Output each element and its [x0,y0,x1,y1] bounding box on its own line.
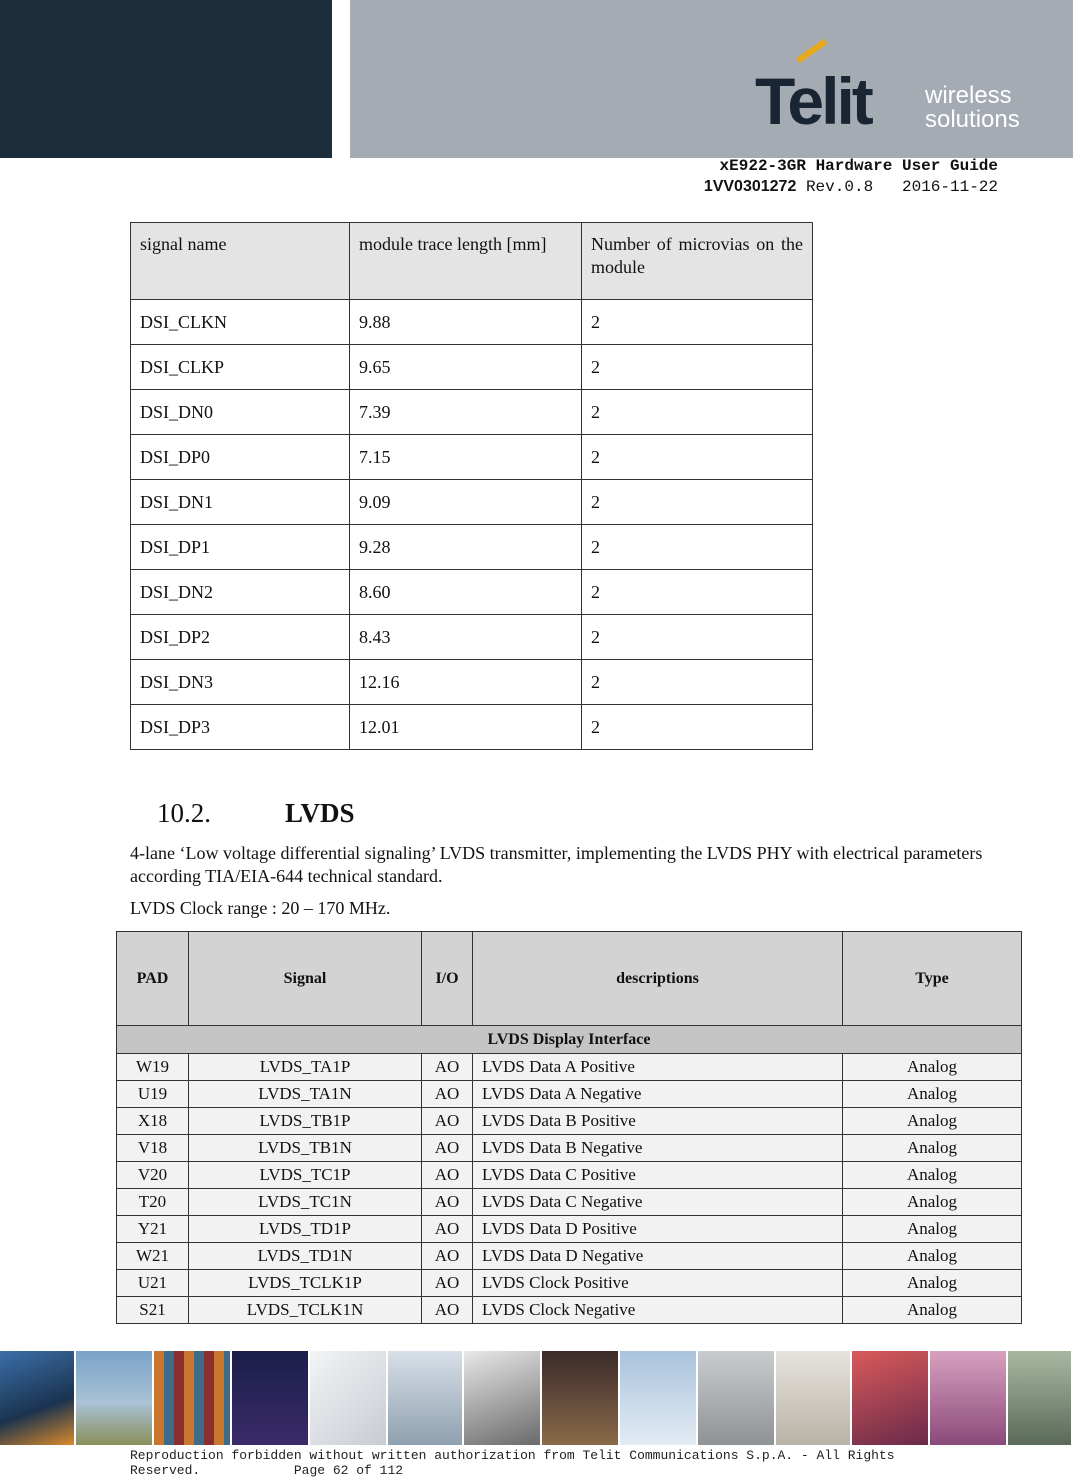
description-cell: LVDS Data C Positive [473,1162,843,1189]
io-cell: AO [422,1162,473,1189]
document-code: 1VV0301272 [703,178,797,195]
table-header-row [117,932,1022,1026]
signal-cell: LVDS_TC1P [189,1162,422,1189]
description-cell: LVDS Data D Negative [473,1243,843,1270]
photo-camera [1008,1351,1071,1445]
logo-accent-mark [796,39,827,63]
table-row [131,525,813,570]
table-row [117,1081,1022,1108]
signal-cell: LVDS_TD1P [189,1216,422,1243]
photo-lab [776,1351,852,1445]
trace-length-cell: 12.16 [350,660,582,705]
lvds-pin-table [116,931,1022,1324]
table-row [117,1108,1022,1135]
type-cell: Analog [843,1054,1022,1081]
trace-length-cell: 12.01 [350,705,582,750]
type-cell: Analog [843,1135,1022,1162]
table-row [131,300,813,345]
telit-logo [755,40,1045,140]
io-cell: AO [422,1270,473,1297]
microvias-cell: 2 [582,390,813,435]
header-dark-block [0,0,332,158]
description-cell: LVDS Data A Negative [473,1081,843,1108]
photo-card-reader [464,1351,542,1445]
trace-length-cell: 9.88 [350,300,582,345]
photo-display-digits [232,1351,310,1445]
column-header: PAD [117,932,189,1026]
footer-page-number: Page 62 of 112 [293,1463,404,1478]
io-cell: AO [422,1216,473,1243]
footer-reserved: Reserved. [130,1463,201,1478]
description-cell: LVDS Data A Positive [473,1054,843,1081]
pad-cell: Y21 [117,1216,189,1243]
footer-photo-strip [0,1351,1073,1445]
document-date: 2016-11-22 [901,178,998,196]
microvias-cell: 2 [582,345,813,390]
microvias-cell: 2 [582,435,813,480]
type-cell: Analog [843,1297,1022,1324]
table-row [131,615,813,660]
pad-cell: W21 [117,1243,189,1270]
signal-cell: LVDS_TA1P [189,1054,422,1081]
microvias-cell: 2 [582,660,813,705]
table-row [131,705,813,750]
type-cell: Analog [843,1216,1022,1243]
io-cell: AO [422,1108,473,1135]
column-header: signal name [131,223,350,300]
signal-cell: LVDS_TD1N [189,1243,422,1270]
photo-traffic [0,1351,76,1445]
signal-cell: LVDS_TC1N [189,1189,422,1216]
io-cell: AO [422,1189,473,1216]
description-cell: LVDS Clock Positive [473,1270,843,1297]
pad-cell: S21 [117,1297,189,1324]
signal-name-cell: DSI_DP0 [131,435,350,480]
type-cell: Analog [843,1243,1022,1270]
io-cell: AO [422,1297,473,1324]
io-cell: AO [422,1081,473,1108]
footer-notice [130,1448,895,1478]
table-row [131,435,813,480]
group-title: LVDS Display Interface [117,1026,1022,1054]
footer-line-1: Reproduction forbidden without written authorization from Telit Communications S.p.A. - All Rights [130,1448,895,1463]
microvias-cell: 2 [582,480,813,525]
table-row [117,1054,1022,1081]
pad-cell: V18 [117,1135,189,1162]
description-cell: LVDS Data B Positive [473,1108,843,1135]
table-row [117,1270,1022,1297]
signal-name-cell: DSI_DN1 [131,480,350,525]
pad-cell: U19 [117,1081,189,1108]
pad-cell: T20 [117,1189,189,1216]
table-row [131,390,813,435]
photo-cyclist [388,1351,464,1445]
photo-wind-turbines [620,1351,698,1445]
table-row [117,1189,1022,1216]
photo-meter [698,1351,776,1445]
io-cell: AO [422,1135,473,1162]
logo-word: Telit [755,64,871,138]
type-cell: Analog [843,1108,1022,1135]
trace-length-cell: 9.65 [350,345,582,390]
signal-name-cell: DSI_DN2 [131,570,350,615]
section-title: LVDS [285,798,355,828]
document-rev: Rev.0.8 [805,178,874,196]
column-header: Number of microvias on the module [582,223,813,300]
microvias-cell: 2 [582,300,813,345]
trace-length-cell: 7.15 [350,435,582,480]
table-row [117,1216,1022,1243]
description-cell: LVDS Clock Negative [473,1297,843,1324]
type-cell: Analog [843,1162,1022,1189]
description-cell: LVDS Data B Negative [473,1135,843,1162]
trace-length-cell: 9.09 [350,480,582,525]
microvias-cell: 2 [582,705,813,750]
type-cell: Analog [843,1270,1022,1297]
signal-cell: LVDS_TCLK1P [189,1270,422,1297]
type-cell: Analog [843,1189,1022,1216]
signal-cell: LVDS_TB1N [189,1135,422,1162]
table-header-row [131,223,813,300]
table-group-row [117,1026,1022,1054]
signal-cell: LVDS_TA1N [189,1081,422,1108]
column-header: module trace length [mm] [350,223,582,300]
photo-containers [154,1351,232,1445]
pad-cell: X18 [117,1108,189,1135]
trace-length-cell: 8.43 [350,615,582,660]
signal-name-cell: DSI_DP2 [131,615,350,660]
section-number: 10.2. [157,798,211,828]
photo-vending [542,1351,620,1445]
logo-tagline [925,84,1020,132]
signal-name-cell: DSI_DP1 [131,525,350,570]
signal-name-cell: DSI_DN3 [131,660,350,705]
clock-range-text: LVDS Clock range : 20 – 170 MHz. [130,898,391,918]
pad-cell: W19 [117,1054,189,1081]
description-cell: LVDS Data D Positive [473,1216,843,1243]
section-paragraph: 4-lane ‘Low voltage differential signaling’ LVDS transmitter, implementing the LVDS PHY with electrical parameters according TIA/EIA-644 technical standard. [130,843,983,886]
signal-name-cell: DSI_CLKP [131,345,350,390]
table-row [131,480,813,525]
table-row [131,660,813,705]
document-title: xE922-3GR Hardware User Guide [719,157,998,175]
description-cell: LVDS Data C Negative [473,1189,843,1216]
photo-printing [930,1351,1008,1445]
document-revision [704,178,998,196]
microvias-cell: 2 [582,615,813,660]
trace-length-table [130,222,813,750]
table-row [117,1135,1022,1162]
signal-cell: LVDS_TB1P [189,1108,422,1135]
io-cell: AO [422,1243,473,1270]
signal-name-cell: DSI_DP3 [131,705,350,750]
table-row [117,1243,1022,1270]
photo-road-sign [76,1351,154,1445]
signal-name-cell: DSI_DN0 [131,390,350,435]
table-row [117,1162,1022,1189]
logo-tagline-1: wireless [925,82,1012,109]
photo-train [852,1351,930,1445]
photo-keyboard [310,1351,388,1445]
table-row [131,570,813,615]
table-row [131,345,813,390]
column-header: Signal [189,932,422,1026]
io-cell: AO [422,1054,473,1081]
trace-length-cell: 7.39 [350,390,582,435]
column-header: descriptions [473,932,843,1026]
microvias-cell: 2 [582,525,813,570]
signal-cell: LVDS_TCLK1N [189,1297,422,1324]
microvias-cell: 2 [582,570,813,615]
logo-tagline-2: solutions [925,106,1020,133]
trace-length-cell: 8.60 [350,570,582,615]
signal-name-cell: DSI_CLKN [131,300,350,345]
table-row [117,1297,1022,1324]
trace-length-cell: 9.28 [350,525,582,570]
column-header: Type [843,932,1022,1026]
type-cell: Analog [843,1081,1022,1108]
pad-cell: U21 [117,1270,189,1297]
pad-cell: V20 [117,1162,189,1189]
column-header: I/O [422,932,473,1026]
